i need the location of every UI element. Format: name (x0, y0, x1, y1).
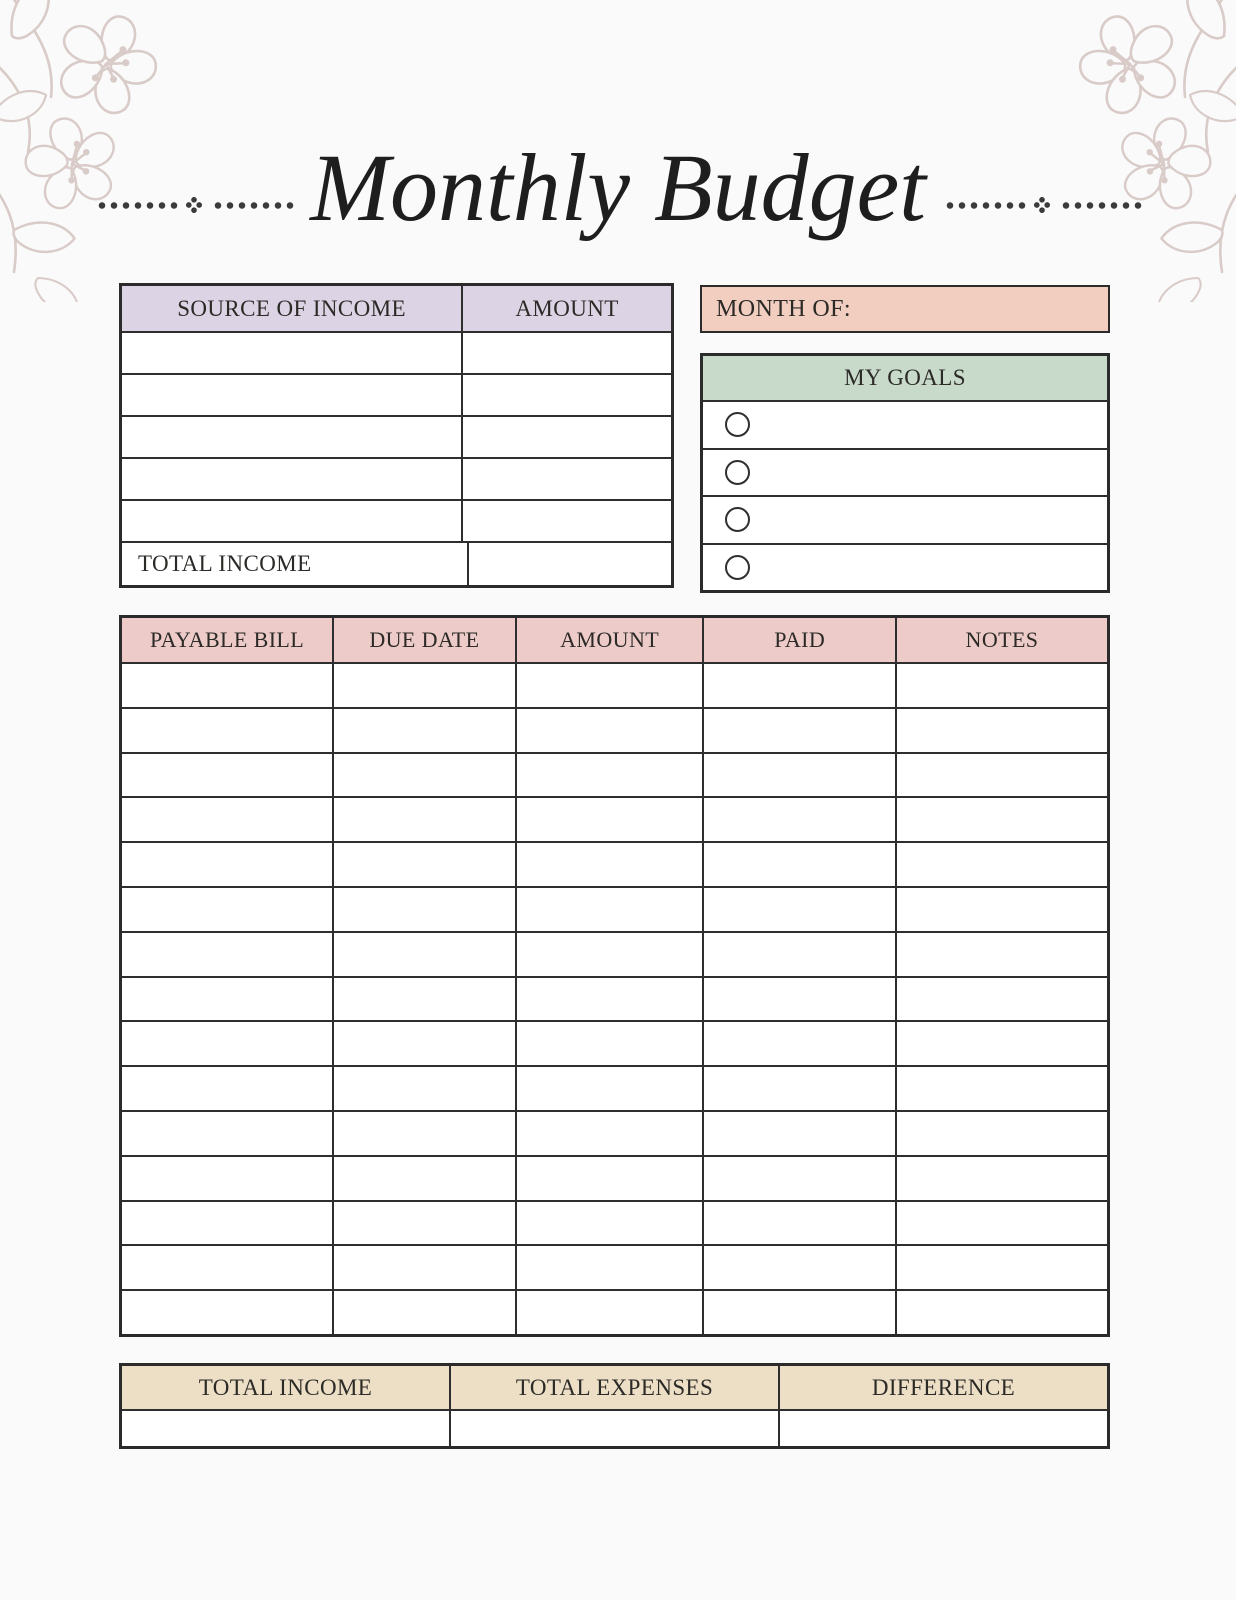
bills-table (119, 615, 1110, 1337)
bill-amount-cell (515, 888, 703, 931)
bill-notes-cell (895, 1112, 1107, 1155)
bill-payable-cell (122, 709, 332, 752)
bill-notes-cell (895, 1157, 1107, 1200)
bill-amount-cell (515, 664, 703, 707)
bill-row (122, 976, 1107, 1021)
bill-due-date-cell (332, 1157, 515, 1200)
bill-paid-cell (702, 1112, 895, 1155)
bill-notes-cell (895, 1202, 1107, 1245)
bill-due-date-cell (332, 1067, 515, 1110)
goal-row (703, 543, 1107, 591)
summary-total-expenses-cell (449, 1411, 778, 1446)
goal-row (703, 402, 1107, 448)
summary-header-total-expenses: TOTAL EXPENSES (449, 1366, 778, 1409)
month-of-bar (700, 285, 1110, 333)
bill-notes-cell (895, 754, 1107, 797)
bills-header-due-date: DUE DATE (332, 618, 515, 662)
income-total-label: TOTAL INCOME (138, 551, 312, 576)
bill-notes-cell (895, 709, 1107, 752)
dotted-line-icon (942, 201, 1026, 210)
page-title: Monthly Budget (310, 134, 926, 241)
bill-notes-cell (895, 978, 1107, 1021)
income-amount-cell (461, 459, 671, 499)
bill-notes-cell (895, 798, 1107, 841)
bill-paid-cell (702, 1246, 895, 1289)
dotted-line-icon (210, 201, 294, 210)
summary-header-difference: DIFFERENCE (778, 1366, 1107, 1409)
bill-due-date-cell (332, 933, 515, 976)
bills-header-notes: NOTES (895, 618, 1107, 662)
income-header-amount: AMOUNT (461, 286, 671, 331)
goal-row (703, 448, 1107, 496)
bill-row (122, 752, 1107, 797)
bill-payable-cell (122, 1022, 332, 1065)
goal-circle-icon (725, 507, 750, 532)
bill-due-date-cell (332, 843, 515, 886)
bill-row (122, 1110, 1107, 1155)
bill-due-date-cell (332, 798, 515, 841)
income-row (122, 499, 671, 541)
goal-circle-icon (725, 460, 750, 485)
bill-due-date-cell (332, 754, 515, 797)
bill-due-date-cell (332, 1112, 515, 1155)
income-source-cell (122, 459, 461, 499)
income-source-cell (122, 375, 461, 415)
bills-header-paid: PAID (702, 618, 895, 662)
title-row (0, 116, 1236, 260)
goals-panel (700, 353, 1110, 593)
income-row (122, 333, 671, 373)
bill-due-date-cell (332, 1246, 515, 1289)
diamond-dots-icon (1034, 197, 1050, 213)
bill-notes-cell (895, 1246, 1107, 1289)
income-source-cell (122, 417, 461, 457)
bill-payable-cell (122, 1291, 332, 1334)
bill-row (122, 1155, 1107, 1200)
bill-paid-cell (702, 754, 895, 797)
dots-ornament-left-icon (94, 197, 294, 213)
bill-paid-cell (702, 1157, 895, 1200)
bill-payable-cell (122, 754, 332, 797)
bill-notes-cell (895, 1067, 1107, 1110)
bill-due-date-cell (332, 709, 515, 752)
summary-table (119, 1363, 1110, 1449)
bill-row (122, 841, 1107, 886)
bill-paid-cell (702, 798, 895, 841)
bill-amount-cell (515, 1291, 703, 1334)
bill-payable-cell (122, 1157, 332, 1200)
bill-amount-cell (515, 1022, 703, 1065)
bill-due-date-cell (332, 978, 515, 1021)
income-source-cell (122, 501, 461, 541)
bill-paid-cell (702, 664, 895, 707)
summary-total-income-cell (122, 1411, 449, 1446)
bill-payable-cell (122, 1202, 332, 1245)
bills-table-rows (122, 662, 1107, 1334)
bill-amount-cell (515, 1067, 703, 1110)
bill-due-date-cell (332, 888, 515, 931)
income-amount-cell (461, 417, 671, 457)
bill-notes-cell (895, 843, 1107, 886)
summary-difference-cell (778, 1411, 1107, 1446)
bill-row (122, 1065, 1107, 1110)
bill-amount-cell (515, 754, 703, 797)
bill-row (122, 796, 1107, 841)
bill-amount-cell (515, 1112, 703, 1155)
goals-title: MY GOALS (844, 365, 966, 390)
month-of-label: MONTH OF: (716, 295, 851, 322)
goal-circle-icon (725, 412, 750, 437)
dotted-line-icon (1058, 201, 1142, 210)
income-row (122, 373, 671, 415)
summary-table-rows (122, 1409, 1107, 1446)
goals-rows (703, 400, 1107, 590)
income-amount-cell (461, 375, 671, 415)
income-table-rows (122, 331, 671, 541)
diamond-dots-icon (186, 197, 202, 213)
bill-paid-cell (702, 1022, 895, 1065)
bill-notes-cell (895, 1291, 1107, 1334)
bill-amount-cell (515, 709, 703, 752)
bill-amount-cell (515, 933, 703, 976)
bill-payable-cell (122, 888, 332, 931)
goal-row (703, 495, 1107, 543)
bill-paid-cell (702, 1067, 895, 1110)
bill-notes-cell (895, 664, 1107, 707)
bill-paid-cell (702, 933, 895, 976)
bill-row (122, 931, 1107, 976)
bill-row (122, 707, 1107, 752)
bill-payable-cell (122, 933, 332, 976)
bill-due-date-cell (332, 664, 515, 707)
bills-header-amount: AMOUNT (515, 618, 703, 662)
summary-header-total-income: TOTAL INCOME (198, 1374, 373, 1400)
bill-paid-cell (702, 978, 895, 1021)
income-row (122, 415, 671, 457)
bill-amount-cell (515, 1157, 703, 1200)
bill-payable-cell (122, 664, 332, 707)
bill-row (122, 1244, 1107, 1289)
bill-amount-cell (515, 1246, 703, 1289)
income-total-value-cell (467, 543, 671, 585)
bill-payable-cell (122, 798, 332, 841)
bill-amount-cell (515, 843, 703, 886)
income-header-source: SOURCE OF INCOME (177, 295, 406, 321)
income-row (122, 457, 671, 499)
bill-amount-cell (515, 1202, 703, 1245)
income-amount-cell (461, 333, 671, 373)
goal-circle-icon (725, 555, 750, 580)
income-table-header (122, 286, 671, 331)
summary-row (122, 1411, 1107, 1446)
bill-due-date-cell (332, 1291, 515, 1334)
bill-payable-cell (122, 843, 332, 886)
bill-due-date-cell (332, 1202, 515, 1245)
bill-paid-cell (702, 843, 895, 886)
bill-amount-cell (515, 798, 703, 841)
bills-table-header (122, 618, 1107, 662)
bill-row (122, 1200, 1107, 1245)
bill-paid-cell (702, 1291, 895, 1334)
bill-paid-cell (702, 709, 895, 752)
bill-payable-cell (122, 1112, 332, 1155)
goals-header (703, 356, 1107, 400)
summary-table-header (122, 1366, 1107, 1409)
income-amount-cell (461, 501, 671, 541)
bill-row (122, 664, 1107, 707)
bill-notes-cell (895, 1022, 1107, 1065)
bill-row (122, 1020, 1107, 1065)
bills-header-payable-bill: PAYABLE BILL (149, 627, 305, 652)
bill-paid-cell (702, 1202, 895, 1245)
bill-paid-cell (702, 888, 895, 931)
bill-row (122, 886, 1107, 931)
bill-row (122, 1289, 1107, 1334)
bill-notes-cell (895, 888, 1107, 931)
income-total-row (122, 541, 671, 585)
dotted-line-icon (94, 201, 178, 210)
bill-payable-cell (122, 1067, 332, 1110)
bill-due-date-cell (332, 1022, 515, 1065)
income-table (119, 283, 674, 588)
bill-notes-cell (895, 933, 1107, 976)
dots-ornament-right-icon (942, 197, 1142, 213)
bill-payable-cell (122, 978, 332, 1021)
income-source-cell (122, 333, 461, 373)
bill-amount-cell (515, 978, 703, 1021)
bill-payable-cell (122, 1246, 332, 1289)
